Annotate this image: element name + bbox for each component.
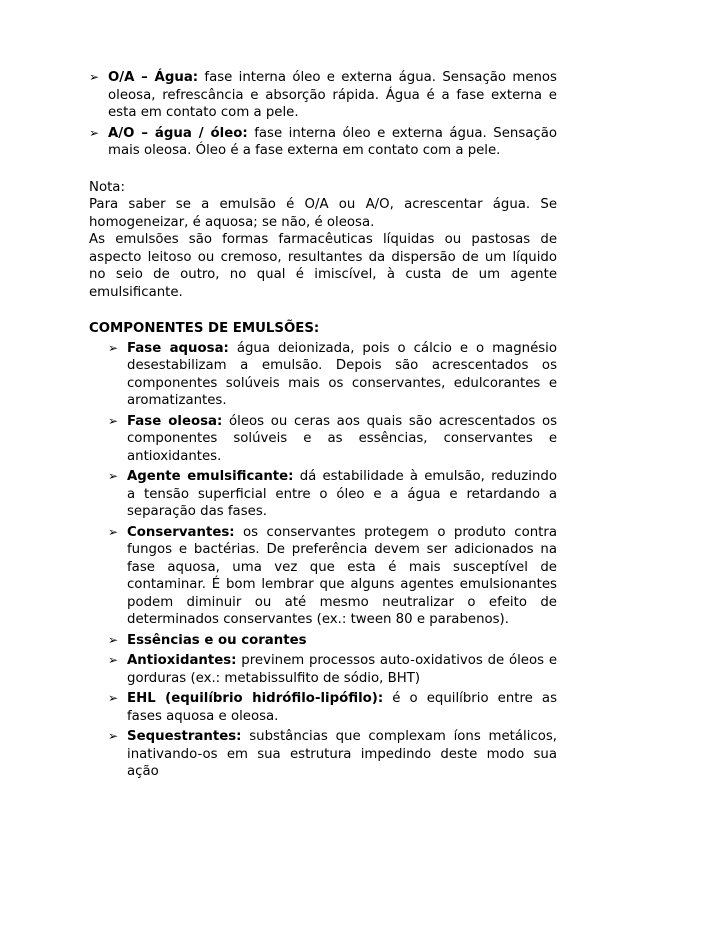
note-label: Nota: (89, 179, 125, 195)
item-term: EHL (equilíbrio hidrófilo-lipófilo): (127, 691, 384, 706)
list-item (89, 340, 557, 410)
arrow-bullet-icon: ➢ (108, 653, 119, 667)
list-item (89, 468, 557, 521)
item-term: Agente emulsificante: (127, 469, 294, 484)
item-text: água deionizada, pois o cálcio e o magnésio desestabilizam a emulsão. Depois são acrescentados os componentes solúveis mais os conservantes, edulcorantes e aromatizantes. (127, 340, 558, 408)
list-item (89, 690, 557, 725)
arrow-bullet-icon: ➢ (108, 340, 119, 355)
arrow-bullet-icon: ➢ (108, 413, 119, 428)
item-text: dá estabilidade à emulsão, reduzindo a tensão superficial entre o óleo e a água e retardando a separação das fases. (127, 469, 557, 519)
definition-paragraph: As emulsões são formas farmacêuticas líquidas ou pastosas de aspecto leitoso ou cremoso, resultantes da dispersão de um líquido no seio de outro, no qual é imiscível, à custa de um agente emulsificante. (89, 232, 557, 300)
item-term: A/O – água / óleo: (108, 125, 248, 141)
emulsion-type-list (70, 69, 557, 160)
list-item (89, 524, 557, 629)
list-item (89, 652, 557, 687)
note-paragraph: Para saber se a emulsão é O/A ou A/O, acrescentar água. Se homogeneizar, é aquosa; se não, é oleosa. (89, 197, 557, 230)
item-term: Sequestrantes: (127, 729, 242, 744)
arrow-bullet-icon: ➢ (89, 125, 100, 140)
item-text: previnem processos auto-oxidativos de óleos e gorduras (ex.: metabissulfito de sódio, BHT) (127, 653, 557, 686)
item-text: os conservantes protegem o produto contra fungos e bactérias. De preferência devem ser adicionados na fase aquosa, uma vez que esta é mais susceptível de contaminar. É bom lembrar que alguns agentes emulsionantes podem diminuir ou até mesmo neutralizar o efeito de determinados conservantes (ex.: tween 80 e parabenos). (127, 524, 557, 627)
item-text: substâncias que complexam íons metálicos, inativando-os em sua estrutura impedindo deste modo sua ação (127, 729, 557, 779)
list-item (70, 125, 557, 160)
arrow-bullet-icon: ➢ (108, 729, 119, 743)
arrow-bullet-icon: ➢ (108, 632, 119, 647)
list-item (70, 69, 557, 122)
item-text: é o equilíbrio entre as fases aquosa e oleosa. (127, 691, 557, 724)
item-term: Antioxidantes: (127, 653, 237, 668)
arrow-bullet-icon: ➢ (89, 70, 100, 84)
item-term: O/A – Água: (108, 70, 199, 85)
item-term: Fase oleosa: (127, 413, 223, 429)
item-term: Fase aquosa: (127, 340, 229, 356)
section-heading: COMPONENTES DE EMULSÕES: (89, 321, 320, 336)
components-list (89, 340, 557, 781)
item-text: fase interna óleo e externa água. Sensação menos oleosa, refrescância e absorção rápida. Água é a fase externa e esta em contato com a pele. (108, 70, 557, 120)
list-item (89, 413, 557, 466)
arrow-bullet-icon: ➢ (108, 524, 119, 539)
item-term: Conservantes: (127, 524, 235, 540)
arrow-bullet-icon: ➢ (108, 691, 119, 705)
item-term: Essências e ou corantes (127, 632, 307, 648)
list-item (89, 728, 557, 781)
item-text: fase interna óleo e externa água. Sensação mais oleosa. Óleo é a fase externa em contato com a pele. (108, 125, 557, 158)
arrow-bullet-icon: ➢ (108, 469, 119, 483)
document-page (89, 69, 557, 784)
item-text: óleos ou ceras aos quais são acrescentados os componentes solúveis e as essências, conservantes e antioxidantes. (127, 413, 558, 464)
list-item (89, 632, 557, 650)
